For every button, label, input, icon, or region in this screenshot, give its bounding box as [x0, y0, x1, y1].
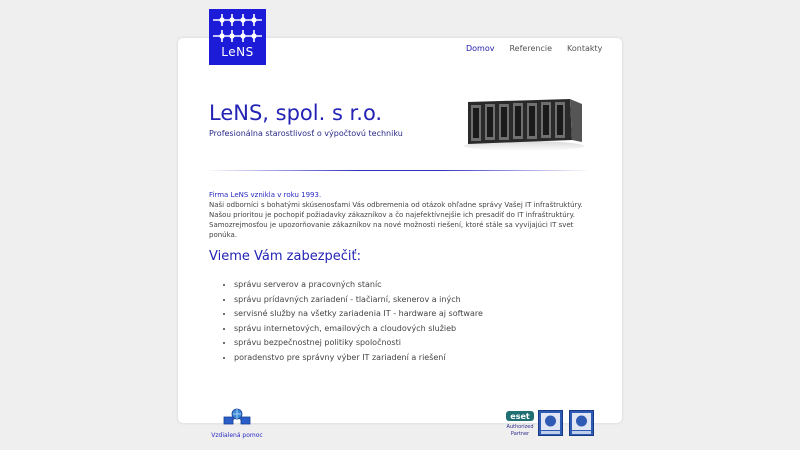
iso-certificate-badge[interactable] [569, 410, 594, 436]
page-subtitle: Profesionálna starostlivosť o výpočtovú techniku [209, 129, 403, 138]
list-item: • správu internetových, emailových a cloudových služieb [234, 322, 483, 337]
logo-text: LeNS [221, 45, 254, 59]
list-item: • poradenstvo pre správny výber IT zariadení a riešení [234, 351, 483, 366]
iso-certificate-badge[interactable] [538, 410, 563, 436]
intro-paragraph: Naši odborníci s bohatými skúsenosťami Vás odbremenia od otázok ohľadne správy Vašej IT infraštruktúry. Našou prioritou je pochopiť požiadavky zákazníkov a čo najefektívnejšie ich presadiť do IT infraštruktúry. [209, 201, 583, 219]
intro-paragraph: Samozrejmosťou je upozorňovanie zákazníkov na nové možnosti riešení, ktoré stále sa vyvíjajúci IT svet ponúka. [209, 221, 574, 239]
eset-brand-text: eset [510, 412, 530, 421]
hero-divider [205, 170, 591, 171]
nav-link-kontakty[interactable]: Kontakty [567, 44, 603, 53]
server-racks-image [458, 98, 588, 154]
remote-help-icon [223, 408, 251, 427]
remote-help-label: Vzdialená pomoc [211, 432, 263, 439]
list-item: • servisné služby na všetky zariadenia IT - hardware aj software [234, 307, 483, 322]
services-heading: Vieme Vám zabezpečiť: [209, 249, 362, 264]
nav-link-domov[interactable]: Domov [466, 44, 495, 53]
main-nav [466, 44, 617, 53]
services-list [221, 278, 483, 365]
network-icon [209, 9, 266, 45]
remote-help-link[interactable] [211, 408, 263, 439]
eset-partner-badge[interactable] [505, 410, 535, 438]
eset-authorized-text: Authorized [506, 424, 534, 430]
list-item: • správu serverov a pracovných staníc [234, 278, 483, 293]
page-title: LeNS, spol. s r.o. [209, 101, 383, 125]
eset-partner-text: Partner [510, 431, 530, 437]
intro-lead: Firma LeNS vznikla v roku 1993. [209, 191, 322, 199]
list-item: • správu prídavných zariadení - tlačiarní, skenerov a iných [234, 293, 483, 308]
intro-text [209, 190, 594, 240]
nav-link-referencie[interactable]: Referencie [509, 44, 552, 53]
company-logo[interactable] [209, 9, 266, 65]
list-item: • správu bezpečnostnej politiky spoločnosti [234, 336, 483, 351]
